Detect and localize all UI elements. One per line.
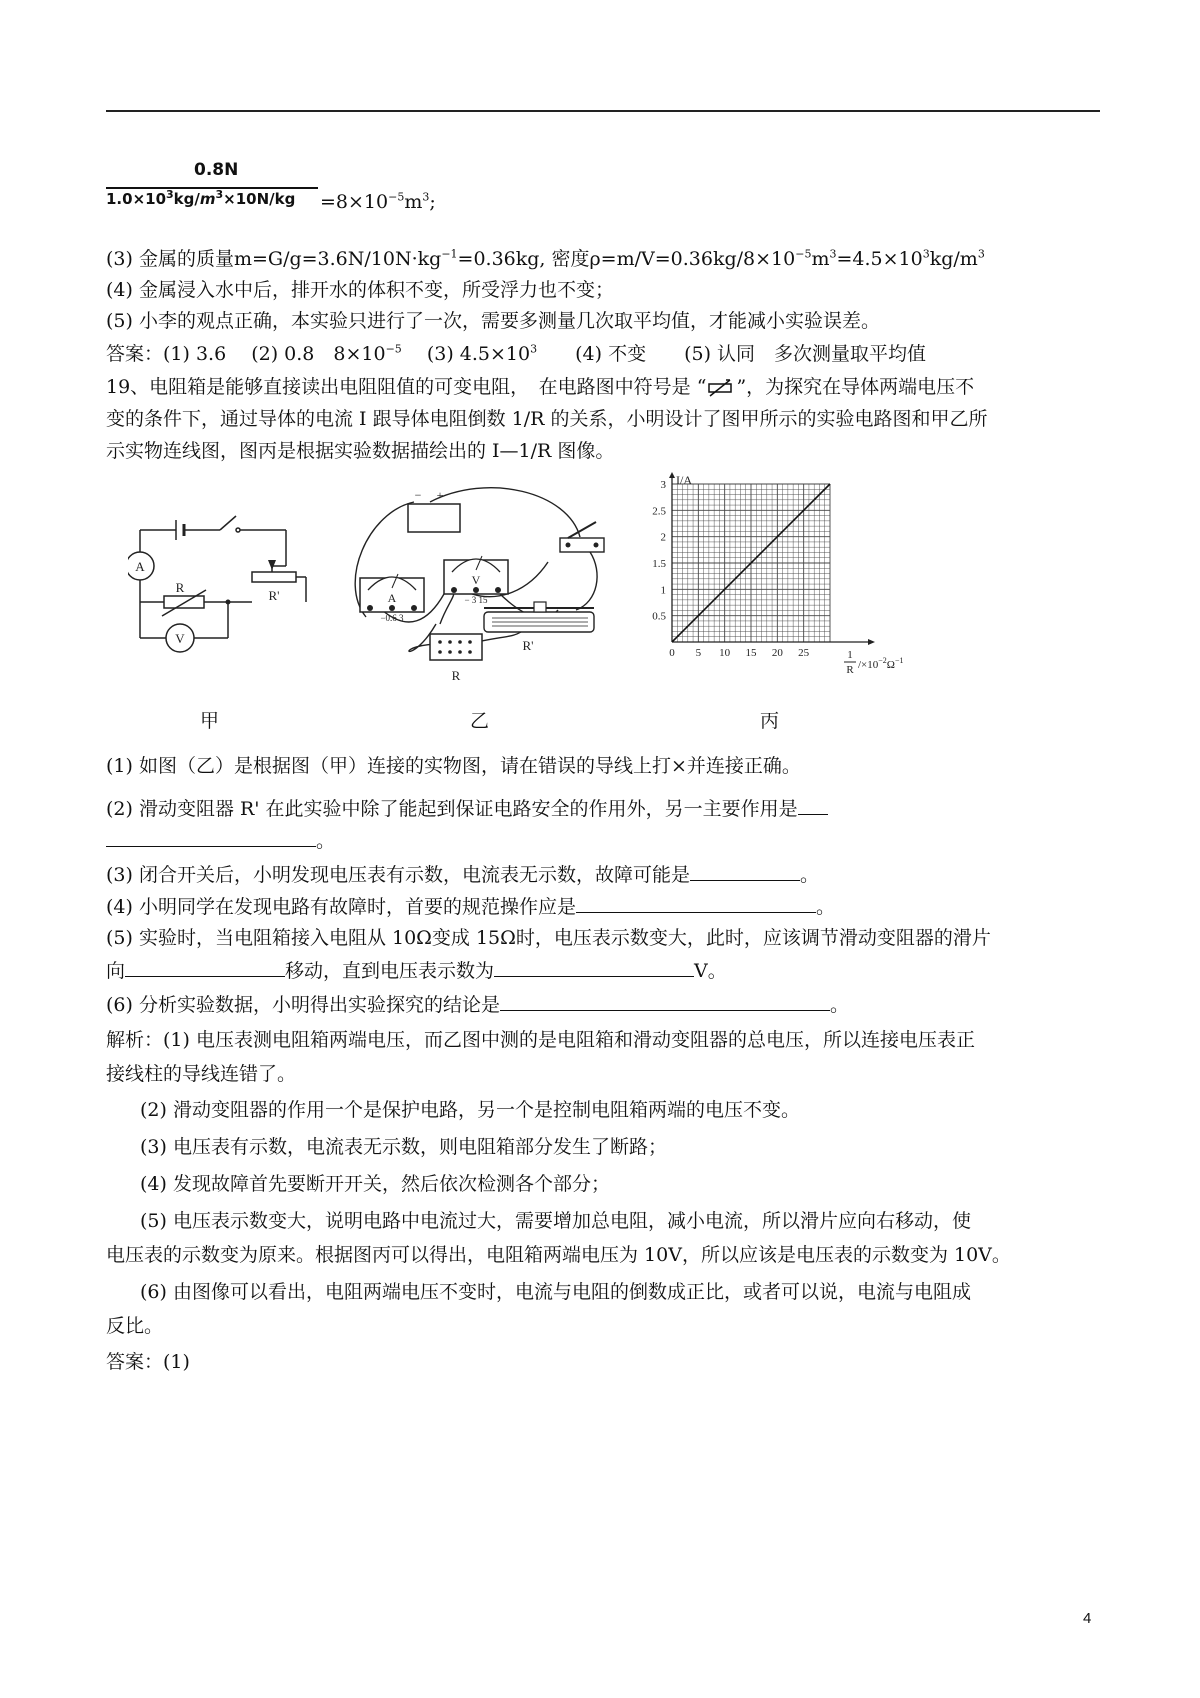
answer-blank[interactable]	[690, 860, 800, 881]
caption-yi: 乙	[470, 710, 490, 732]
subquestion-1: (1) 如图（乙）是根据图（甲）连接的实物图，请在错误的导线上打×并连接正确。	[106, 755, 801, 777]
line-3: (3) 金属的质量$m=G/g=3.6N/10N\cdot kg^{-1}=0.36kg$, 密度$\rho=m/V=0.36kg/8\times 10^{-5}m^3=4.5\times 10^3kg/m^3$	[106, 247, 985, 270]
y-tick-label: 1.5	[652, 558, 666, 570]
caption-bing: 丙	[760, 710, 780, 732]
x-axis-label	[844, 649, 903, 676]
question-19-line-3: 示实物连线图，图丙是根据实验数据描绘出的 I—1/R 图像。	[106, 440, 615, 462]
chart-bing	[640, 472, 920, 692]
ammeter-label: A	[135, 559, 145, 574]
rheostat-label: R'	[268, 588, 280, 603]
battery-minus-label: −	[414, 488, 422, 502]
x-tick-label: 0	[669, 647, 675, 659]
x-axis-arrow-icon	[868, 639, 875, 645]
fraction-numerator: 0.8N	[194, 160, 239, 180]
line-4: (4) 金属浸入水中后，排开水的体积不变，所受浮力也不变；	[106, 279, 614, 301]
answer-blank[interactable]	[106, 826, 316, 847]
question-19-line-1: 19、电阻箱是能够直接读出电阻阻值的可变电阻， 在电路图中符号是 “ ”，为探究在导体两端电压不	[106, 376, 975, 398]
rheostat-device-label: R'	[522, 638, 534, 653]
subquestion-2-cont: 。	[106, 826, 335, 855]
svg-text:1: 1	[847, 649, 853, 661]
analysis-1: 解析：(1) 电压表测电阻箱两端电压，而乙图中测的是电阻箱和滑动变阻器的总电压，所以连接电压表正	[106, 1029, 975, 1051]
y-axis-label: I/A	[676, 473, 692, 487]
answer-blank[interactable]	[125, 956, 285, 977]
answer-line: 答案：(1) 3.6 (2) 0.8 $8\times 10^{-5}$ (3) $4.5\times 10^3$ (4) 不变 (5) 认同 多次测量取平均值	[106, 342, 927, 365]
caption-jia: 甲	[200, 710, 220, 732]
junction-dot	[226, 600, 231, 605]
resistance-box-device-label: R	[451, 668, 461, 683]
svg-text:/×10−2Ω−1: $/\times 10^{-2}\Omega^{-1}$	[858, 656, 904, 671]
subquestion-3: (3) 闭合开关后，小明发现电压表有示数，电流表无示数，故障可能是 。	[106, 860, 819, 889]
line-5: (5) 小李的观点正确，本实验只进行了一次，需要多测量几次取平均值，才能减小实验误差。	[106, 310, 880, 332]
answer-blank[interactable]	[494, 956, 694, 977]
y-tick-label: 1	[660, 584, 666, 597]
fraction-denominator: $1.0\times 10^3kg/m^3\times 10N/kg$	[106, 188, 296, 208]
ammeter-device-label: A	[387, 591, 397, 605]
resistance-box-device-icon	[430, 634, 482, 660]
chart-ticks	[652, 479, 809, 659]
battery-icon	[408, 504, 460, 532]
analysis-5: (5) 电压表示数变大，说明电路中电流过大，需要增加总电阻，减小电流，所以滑片应向右移动，使	[140, 1210, 971, 1232]
analysis-2: (2) 滑动变阻器的作用一个是保护电路，另一个是控制电阻箱两端的电压不变。	[140, 1099, 800, 1121]
y-tick-label: 2	[660, 531, 666, 544]
rheostat-device-icon	[484, 602, 594, 632]
header-rule	[106, 110, 1100, 112]
slider-arrow-icon	[268, 560, 276, 570]
question-19-line-2: 变的条件下，通过导体的电流 I 跟导体电阻倒数 1/R 的关系，小明设计了图甲所示的实验电路图和甲乙所	[106, 408, 988, 430]
wiring-diagram-yi	[348, 482, 620, 692]
analysis-6-cont: 反比。	[106, 1315, 164, 1337]
svg-text:R: R	[846, 664, 854, 676]
x-tick-label: 25	[798, 647, 810, 659]
subquestion-5-cont: 向 移动，直到电压表示数为 V。	[106, 956, 727, 985]
voltmeter-label: V	[175, 631, 185, 646]
y-tick-label: 0.5	[652, 610, 666, 623]
switch-icon	[560, 522, 604, 552]
fraction-result: $=8\times 10^{-5}m^3$;	[320, 190, 436, 213]
subquestion-4: (4) 小明同学在发现电路有故障时，首要的规范操作应是 。	[106, 892, 835, 921]
voltmeter-device-label: V	[471, 573, 481, 587]
analysis-5-cont: 电压表的示数变为原来。根据图丙可以得出，电阻箱两端电压为 10V，所以应该是电压表的示数变为 10V。	[106, 1244, 1011, 1266]
ammeter-scale-label: −0.6 3	[380, 613, 404, 623]
y-tick-label: 2.5	[652, 505, 666, 518]
resistance-box-label: R	[175, 580, 185, 595]
analysis-6: (6) 由图像可以看出，电阻两端电压不变时，电流与电阻的倒数成正比，或者可以说，电流与电阻成	[140, 1281, 971, 1303]
fraction-bar	[106, 187, 318, 189]
analysis-1-cont: 接线柱的导线连错了。	[106, 1063, 297, 1085]
x-tick-label: 20	[771, 647, 783, 659]
analysis-3: (3) 电压表有示数，电流表无示数，则电阻箱部分发生了断路；	[140, 1136, 667, 1158]
voltmeter-scale-label: − 3 15	[464, 595, 488, 605]
subquestion-6: (6) 分析实验数据，小明得出实验探究的结论是 。	[106, 990, 849, 1019]
analysis-4: (4) 发现故障首先要断开开关，然后依次检测各个部分；	[140, 1173, 610, 1195]
x-tick-label: 5	[695, 647, 702, 659]
answer-blank[interactable]	[576, 892, 816, 913]
resistance-box-symbol-icon	[706, 378, 736, 398]
answer-blank[interactable]	[500, 990, 830, 1011]
x-tick-label: 10	[719, 647, 731, 659]
subquestion-5: (5) 实验时，当电阻箱接入电阻从 10Ω变成 15Ω时，电压表示数变大，此时，应该调节滑动变阻器的滑片	[106, 927, 991, 949]
y-tick-label: 3	[660, 479, 666, 491]
final-answer: 答案：(1)	[106, 1351, 190, 1373]
battery-plus-label: +	[436, 488, 444, 502]
y-axis-arrow-icon	[669, 472, 675, 478]
answer-blank[interactable]	[798, 794, 828, 815]
circuit-diagram-jia	[128, 510, 328, 670]
page-number: 4	[1083, 1610, 1092, 1627]
subquestion-2: (2) 滑动变阻器 R' 在此实验中除了能起到保证电路安全的作用外，另一主要作用是	[106, 794, 828, 823]
x-tick-label: 15	[745, 647, 757, 659]
